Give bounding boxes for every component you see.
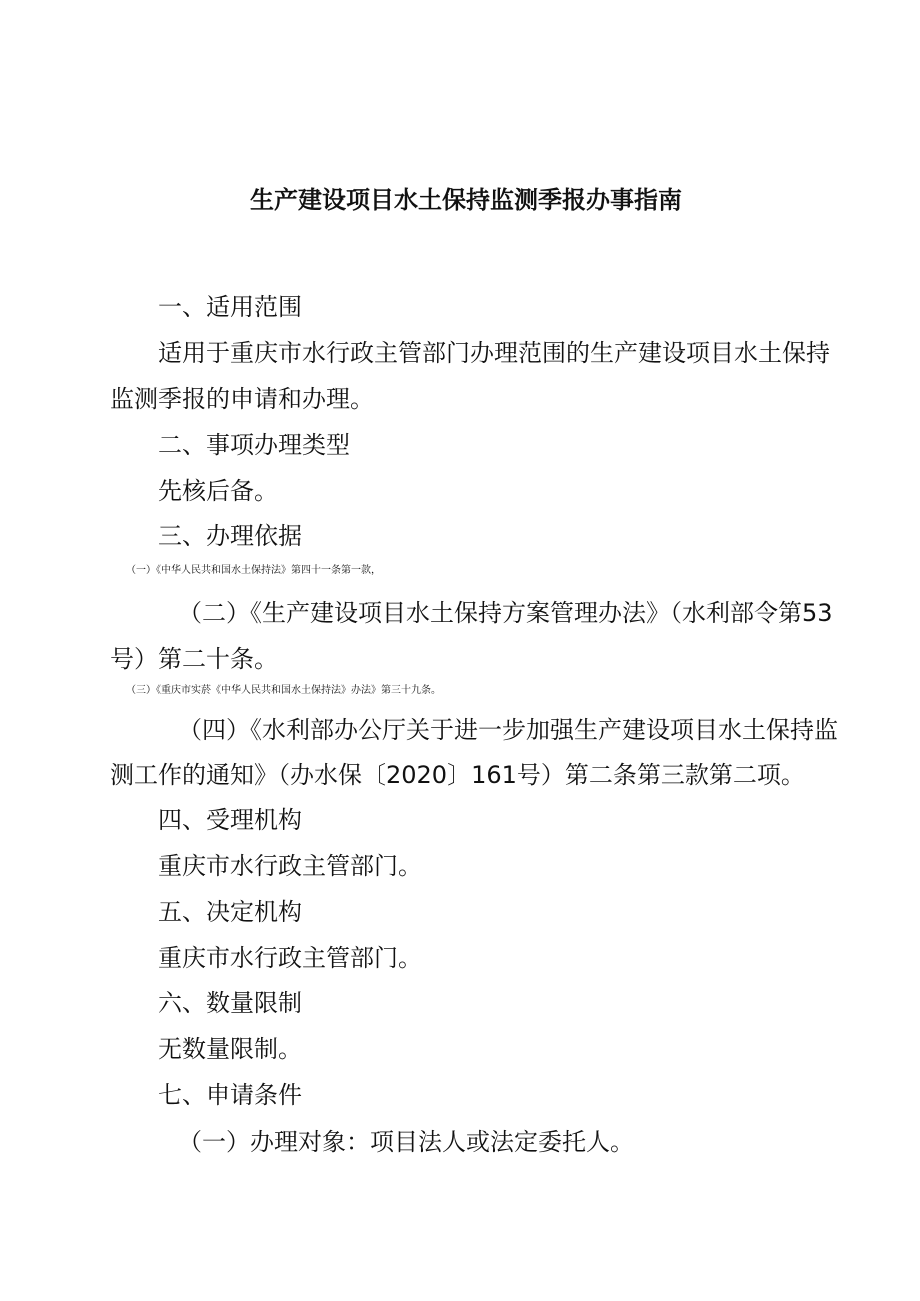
conditions-item-1: （一）办理对象：项目法人或法定委托人。: [178, 1128, 634, 1156]
scope-body-line2: 监测季报的申请和办理。: [110, 385, 374, 413]
decide-body: 重庆市水行政主管部门。: [158, 944, 422, 972]
section-heading-decide: 五、决定机构: [158, 898, 302, 926]
type-body: 先核后备。: [158, 477, 278, 505]
section-heading-conditions: 七、申请条件: [158, 1081, 302, 1109]
page-title: 生产建设项目水土保持监测季报办事指南: [250, 186, 682, 214]
accept-body: 重庆市水行政主管部门。: [158, 852, 422, 880]
section-heading-scope: 一、适用范围: [158, 293, 302, 321]
basis-item-1: （一）《中华人民共和国水土保持法》第四十一条第一款，: [126, 565, 381, 576]
section-heading-basis: 三、办理依据: [158, 522, 302, 550]
basis-item-3: （三）《重庆市实菸《中华人民共和国水土保持法》办法》第三十九条。: [126, 685, 441, 696]
basis-item-4-line2: 测工作的通知》（办水保〔2020〕161号）第二条第三款第二项。: [110, 761, 805, 789]
section-heading-type: 二、事项办理类型: [158, 431, 350, 459]
basis-item-2-line2: 号）第二十条。: [110, 645, 278, 673]
quantity-body: 无数量限制。: [158, 1035, 302, 1063]
scope-body-line1: 适用于重庆市水行政主管部门办理范围的生产建设项目水土保持: [158, 339, 830, 367]
section-heading-accept: 四、受理机构: [158, 806, 302, 834]
section-heading-quantity: 六、数量限制: [158, 989, 302, 1017]
basis-item-2-line1: （二）《生产建设项目水土保持方案管理办法》（水利部令第53: [178, 599, 833, 627]
basis-item-4-line1: （四）《水利部办公厅关于进一步加强生产建设项目水土保持监: [178, 716, 838, 744]
